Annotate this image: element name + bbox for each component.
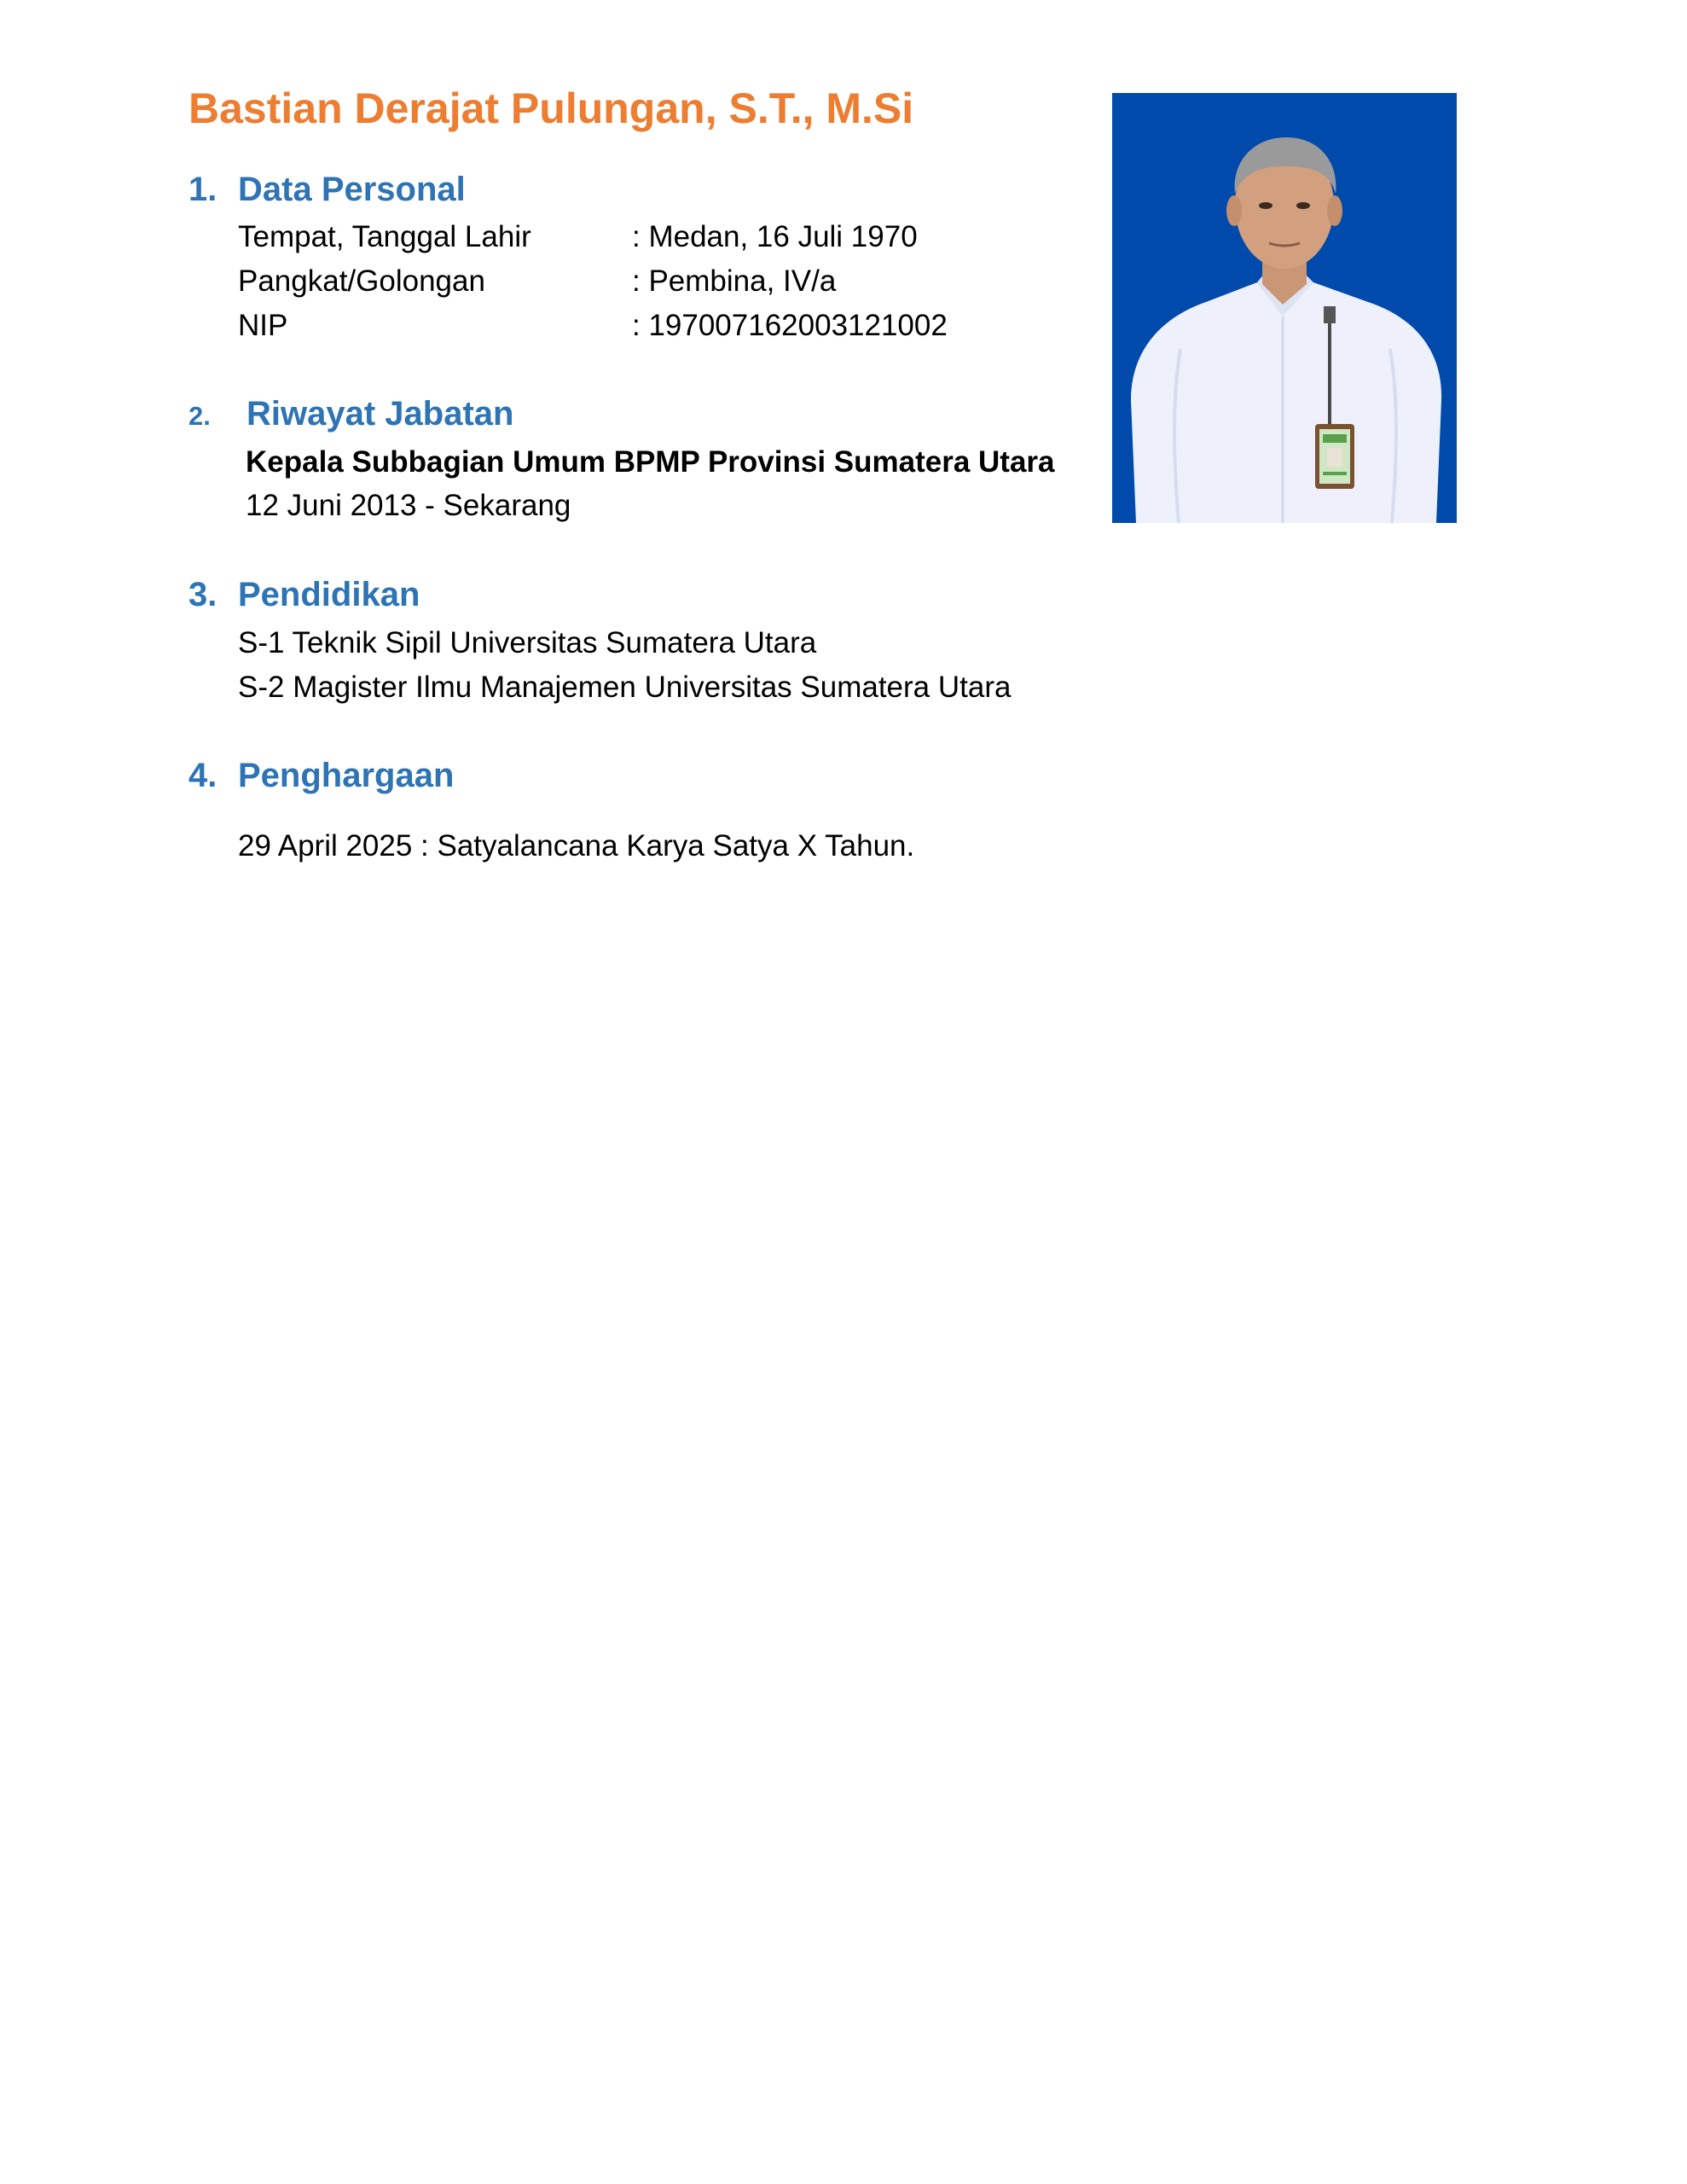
award-item: 29 April 2025 : Satyalancana Karya Satya X Tahun. — [238, 829, 915, 863]
section-title: Riwayat Jabatan — [246, 395, 514, 433]
section-heading-riwayat-jabatan — [188, 395, 513, 433]
section-heading-penghargaan — [188, 757, 454, 795]
section-title: Data Personal — [238, 171, 466, 208]
section-title: Pendidikan — [238, 576, 420, 613]
portrait-illustration — [1112, 93, 1457, 523]
profile-photo — [1112, 93, 1457, 523]
person-name: Bastian Derajat Pulungan, S.T., M.Si — [188, 84, 914, 132]
row-value: : Medan, 16 Juli 1970 — [632, 220, 918, 253]
section-title: Penghargaan — [238, 757, 455, 794]
row-label: NIP — [238, 309, 288, 342]
education-item: S-2 Magister Ilmu Manajemen Universitas Sumatera Utara — [238, 671, 1012, 704]
section-heading-pendidikan — [188, 576, 420, 614]
jabatan-position: Kepala Subbagian Umum BPMP Provinsi Sumatera Utara — [246, 445, 1055, 479]
section-number: 2. — [188, 401, 211, 431]
row-value: : Pembina, IV/a — [632, 264, 837, 298]
education-item: S-1 Teknik Sipil Universitas Sumatera Utara — [238, 626, 817, 659]
section-number: 1. — [188, 171, 217, 208]
section-number: 3. — [188, 576, 217, 613]
row-value: : 197007162003121002 — [632, 309, 948, 342]
section-number: 4. — [188, 757, 217, 794]
section-heading-data-personal — [188, 171, 466, 209]
row-label: Tempat, Tanggal Lahir — [238, 220, 531, 253]
row-label: Pangkat/Golongan — [238, 264, 485, 298]
jabatan-period: 12 Juni 2013 - Sekarang — [246, 489, 571, 522]
